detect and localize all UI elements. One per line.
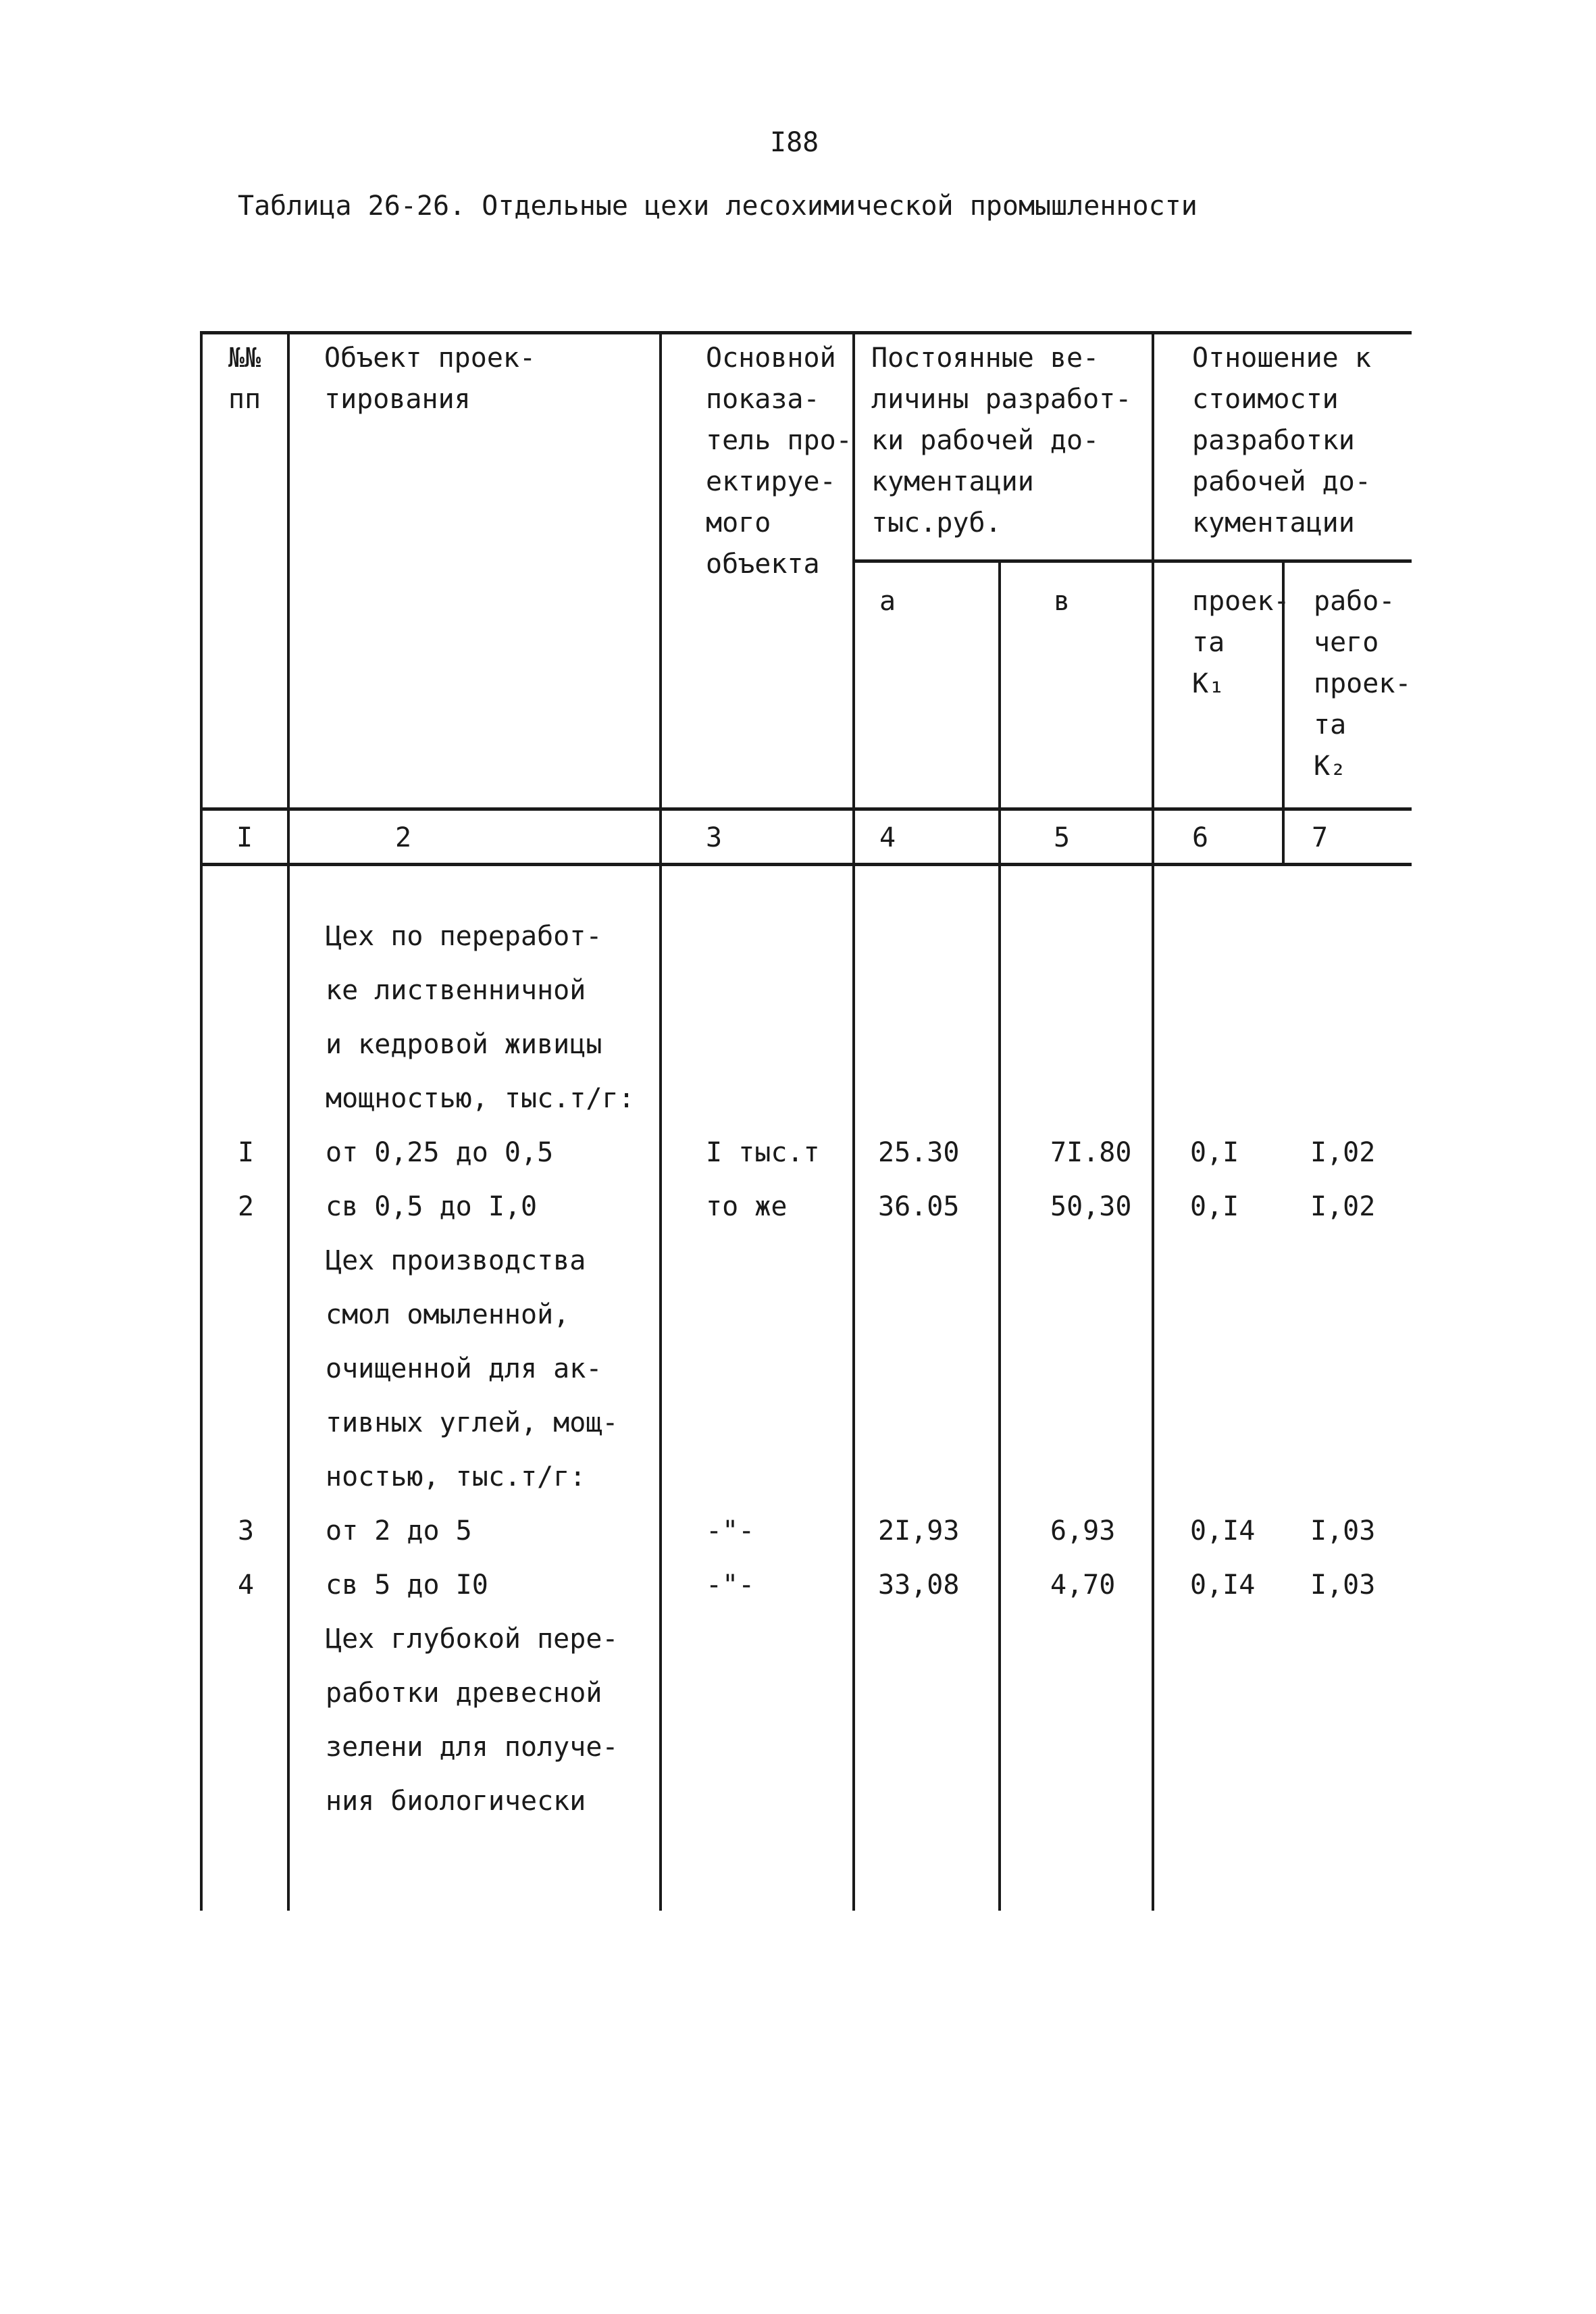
cell-text <box>238 909 254 963</box>
cell-text: I,02 <box>1310 1191 1376 1222</box>
cell-text <box>238 1342 254 1396</box>
cell-text: 6,93 <box>1050 1515 1116 1546</box>
cell-text <box>238 1288 254 1342</box>
cell-text <box>1310 1234 1375 1288</box>
cell-text <box>1190 1396 1255 1450</box>
cell-text: 2I,93 <box>878 1515 960 1546</box>
cell-text <box>1050 1072 1131 1126</box>
cell-text <box>1310 1396 1375 1450</box>
vline-4 <box>998 559 1001 1911</box>
rule-header-bottom <box>200 807 1412 811</box>
header-col67: Отношение к стоимости разработки рабочей до- кументации <box>1192 343 1371 538</box>
colnum-4: 4 <box>879 822 896 853</box>
cell-text: 0,I <box>1190 1137 1239 1168</box>
colnum-3: 3 <box>706 822 723 853</box>
colnum-2: 2 <box>395 822 412 853</box>
cell-text <box>238 1234 254 1288</box>
cell-text <box>238 1017 254 1072</box>
cell-text <box>1190 1072 1255 1126</box>
cell-text <box>238 1396 254 1450</box>
cell-text <box>1190 1774 1255 1828</box>
cell-text <box>878 1666 959 1720</box>
cell-text <box>706 909 820 963</box>
cell-text: 0,I4 <box>1190 1569 1256 1601</box>
cell-text <box>706 1666 820 1720</box>
header-col4: а <box>879 586 896 617</box>
cell-text: I <box>238 1137 255 1168</box>
body-col4 <box>878 909 959 1828</box>
cell-text: от 0,25 до 0,5 <box>326 1137 554 1168</box>
cell-text <box>706 1288 820 1342</box>
cell-text: 2 <box>238 1191 255 1222</box>
cell-text: 4 <box>238 1569 255 1601</box>
cell-text: ния биологически <box>326 1786 586 1817</box>
cell-text <box>238 1612 254 1666</box>
header-col5: в <box>1054 586 1071 617</box>
cell-text: 0,I <box>1190 1191 1239 1222</box>
cell-text: I,03 <box>1310 1515 1376 1546</box>
cell-text <box>1190 909 1255 963</box>
cell-text <box>878 1234 959 1288</box>
cell-text <box>878 909 959 963</box>
cell-text <box>1190 1234 1255 1288</box>
cell-text: 33,08 <box>878 1569 960 1601</box>
cell-text <box>1050 1234 1131 1288</box>
body-col3 <box>706 909 820 1828</box>
cell-text <box>878 1017 959 1072</box>
cell-text <box>1050 1450 1131 1504</box>
header-col3: Основной показа- тель про- ектируе- мого объекта <box>706 343 852 580</box>
cell-text: Цех производства <box>326 1245 586 1276</box>
body-col7 <box>1310 909 1375 1828</box>
cell-text <box>1050 1666 1131 1720</box>
cell-text: работки древесной <box>326 1678 602 1709</box>
cell-text: Цех по переработ- <box>326 921 602 952</box>
cell-text: 3 <box>238 1515 255 1546</box>
cell-text <box>1050 1396 1131 1450</box>
cell-text: ке лиственничной <box>326 975 586 1006</box>
cell-text <box>706 1072 820 1126</box>
cell-text: ностью, тыс.т/г: <box>326 1461 586 1492</box>
cell-text <box>1190 1288 1255 1342</box>
colnum-7: 7 <box>1312 822 1329 853</box>
cell-text <box>1310 1288 1375 1342</box>
cell-text <box>706 1612 820 1666</box>
rule-top <box>200 331 1412 334</box>
cell-text <box>1050 1342 1131 1396</box>
cell-text: смол омыленной, <box>326 1299 570 1330</box>
cell-text <box>1190 1612 1255 1666</box>
cell-text: -"- <box>706 1569 755 1601</box>
vline-5 <box>1152 331 1154 1911</box>
cell-text <box>1050 1720 1131 1774</box>
cell-text <box>706 963 820 1017</box>
cell-text <box>878 963 959 1017</box>
vline-2 <box>659 331 662 1911</box>
cell-text: 0,I4 <box>1190 1515 1256 1546</box>
cell-text <box>238 1072 254 1126</box>
cell-text: св 0,5 до I,0 <box>326 1191 538 1222</box>
cell-text <box>238 1774 254 1828</box>
header-col1: №№ пп <box>228 343 261 415</box>
cell-text <box>1310 1072 1375 1126</box>
cell-text: 36.05 <box>878 1191 960 1222</box>
cell-text <box>1190 963 1255 1017</box>
cell-text <box>238 1666 254 1720</box>
cell-text: 50,30 <box>1050 1191 1132 1222</box>
cell-text <box>1190 1342 1255 1396</box>
cell-text: 25.30 <box>878 1137 960 1168</box>
cell-text <box>1050 1288 1131 1342</box>
vline-1 <box>287 331 290 1911</box>
cell-text: I,02 <box>1310 1137 1376 1168</box>
table-caption: Таблица 26-26. Отдельные цехи лесохимической промышленности <box>238 191 1198 222</box>
cell-text <box>238 1450 254 1504</box>
cell-text <box>1310 1774 1375 1828</box>
cell-text <box>1050 1612 1131 1666</box>
cell-text <box>1310 1720 1375 1774</box>
cell-text <box>878 1342 959 1396</box>
header-col45: Постоянные ве- личины разработ- ки рабочей до- кументации тыс.руб. <box>871 343 1132 538</box>
cell-text <box>706 1720 820 1774</box>
body-col6 <box>1190 909 1255 1828</box>
cell-text: от 2 до 5 <box>326 1515 472 1546</box>
cell-text <box>878 1450 959 1504</box>
cell-text <box>878 1720 959 1774</box>
cell-text <box>878 1396 959 1450</box>
cell-text <box>1310 1612 1375 1666</box>
cell-text <box>878 1288 959 1342</box>
cell-text <box>706 1774 820 1828</box>
cell-text <box>878 1072 959 1126</box>
colnum-5: 5 <box>1054 822 1071 853</box>
page-number: I88 <box>770 127 819 158</box>
cell-text <box>1310 963 1375 1017</box>
cell-text <box>1050 1774 1131 1828</box>
cell-text: Цех глубокой пере- <box>326 1624 619 1655</box>
cell-text: очищенной для ак- <box>326 1353 602 1384</box>
cell-text <box>1310 909 1375 963</box>
cell-text <box>706 1342 820 1396</box>
cell-text <box>238 1720 254 1774</box>
cell-text <box>1310 1342 1375 1396</box>
colnum-6: 6 <box>1192 822 1209 853</box>
vline-left <box>200 331 203 1911</box>
cell-text <box>1190 1017 1255 1072</box>
cell-text <box>1190 1720 1255 1774</box>
cell-text: тивных углей, мощ- <box>326 1407 619 1438</box>
cell-text <box>706 1450 820 1504</box>
cell-text: 4,70 <box>1050 1569 1116 1601</box>
cell-text <box>1310 1017 1375 1072</box>
cell-text: 7I.80 <box>1050 1137 1132 1168</box>
cell-text: св 5 до I0 <box>326 1569 488 1601</box>
header-col6: проек- та К₁ <box>1192 586 1290 699</box>
body-col2 <box>326 909 635 1828</box>
cell-text <box>1050 1017 1131 1072</box>
cell-text <box>1310 1666 1375 1720</box>
cell-text <box>1050 963 1131 1017</box>
cell-text: и кедровой живицы <box>326 1029 602 1060</box>
cell-text: мощностью, тыс.т/г: <box>326 1083 635 1114</box>
rule-subheader <box>852 559 1412 563</box>
cell-text: то же <box>706 1191 788 1222</box>
cell-text: I тыс.т <box>706 1137 820 1168</box>
colnum-1: I <box>236 822 253 853</box>
header-col7: рабо- чего проек- та К₂ <box>1314 586 1412 782</box>
vline-3 <box>852 331 855 1911</box>
rule-colnums-bottom <box>200 863 1412 866</box>
body-col1 <box>238 909 254 1828</box>
cell-text: -"- <box>706 1515 755 1546</box>
body-col5 <box>1050 909 1131 1828</box>
header-col2: Объект проек- тирования <box>324 343 536 415</box>
cell-text <box>1310 1450 1375 1504</box>
cell-text <box>1050 909 1131 963</box>
cell-text <box>1190 1450 1255 1504</box>
cell-text <box>238 963 254 1017</box>
cell-text <box>1190 1666 1255 1720</box>
cell-text <box>878 1774 959 1828</box>
cell-text <box>878 1612 959 1666</box>
cell-text <box>706 1017 820 1072</box>
cell-text <box>706 1234 820 1288</box>
cell-text: зелени для получе- <box>326 1732 619 1763</box>
cell-text <box>706 1396 820 1450</box>
cell-text: I,03 <box>1310 1569 1376 1601</box>
